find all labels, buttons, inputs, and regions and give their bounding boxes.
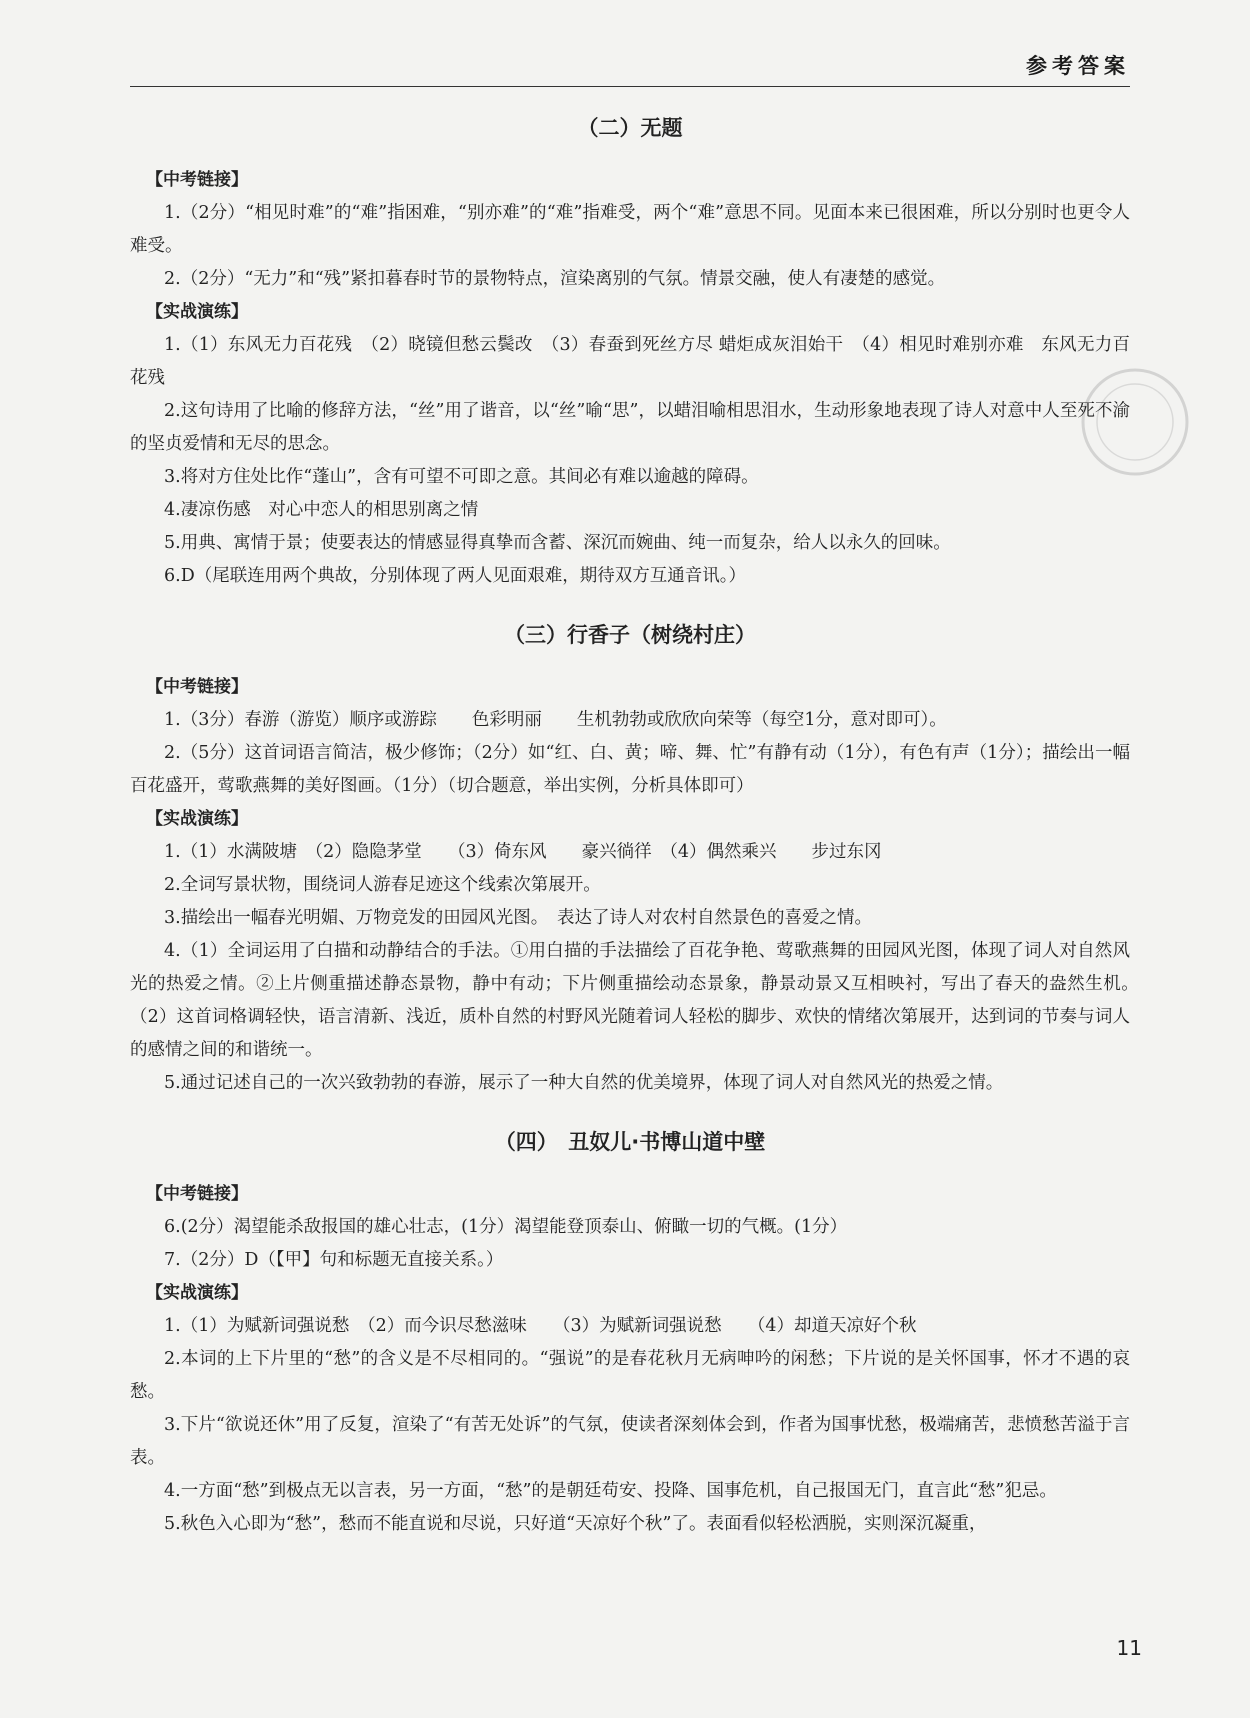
answer-section xyxy=(130,1122,1130,1541)
answer-paragraph: 1.（1）为赋新词强说愁 （2）而今识尽愁滋味 （3）为赋新词强说愁 （4）却道天凉好个秋 xyxy=(164,1316,917,1336)
subsection-heading: 【中考链接】 xyxy=(146,677,248,697)
answer-paragraph: 3.描绘出一幅春光明媚、万物竞发的田园风光图。 表达了诗人对农村自然景色的喜爱之情。 xyxy=(164,908,872,928)
sections-container xyxy=(130,108,1148,1541)
answer-section xyxy=(130,108,1130,593)
page-header xyxy=(130,48,1130,84)
answer-paragraph: 4.（1）全词运用了白描和动静结合的手法。①用白描的手法描绘了百花争艳、莺歌燕舞的田园风光图，体现了词人对自然风光的热爱之情。②上片侧重描述静态景物，静中有动；下片侧重描绘动态景象，静景动景又互相映衬，写出了春天的盎然生机。 （2）这首词格调轻快，语言清新、浅近，质朴自然的村野风光随着词人轻松的脚步、欢快的情绪次第展开，达到词的节奏与词人的感情之间的和谐统一。 xyxy=(130,941,1148,1060)
section-title: （四） 丑奴儿·书博山道中壁 xyxy=(494,1130,766,1154)
answer-paragraph: 4.凄凉伤感 对心中恋人的相思别离之情 xyxy=(164,500,479,520)
answer-paragraph: 5.用典、寓情于景；使要表达的情感显得真挚而含蓄、深沉而婉曲、纯一而复杂，给人以永久的回味。 xyxy=(164,533,951,553)
answer-paragraph: 1.（3分）春游（游览）顺序或游踪 色彩明丽 生机勃勃或欣欣向荣等（每空1分，意对即可）。 xyxy=(164,710,947,730)
answer-paragraph: 5.秋色入心即为“愁”，愁而不能直说和尽说，只好道“天凉好个秋”了。表面看似轻松洒脱，实则深沉凝重， xyxy=(164,1514,987,1534)
page-number: 11 xyxy=(1116,1636,1142,1660)
subsection-heading: 【实战演练】 xyxy=(146,1283,248,1303)
answer-paragraph: 2.（5分）这首词语言简洁，极少修饰；（2分）如“红、白、黄；啼、舞、忙”有静有动（1分），有色有声（1分）；描绘出一幅百花盛开，莺歌燕舞的美好图画。（1分）（切合题意，举出实例，分析具体即可） xyxy=(130,743,1130,796)
header-rule xyxy=(130,86,1130,87)
answer-paragraph: 4.一方面“愁”到极点无以言表，另一方面，“愁”的是朝廷苟安、投降、国事危机，自己报国无门，直言此“愁”犯忌。 xyxy=(164,1481,1057,1501)
subsection-heading: 【实战演练】 xyxy=(146,809,248,829)
answer-paragraph: 6.D（尾联连用两个典故，分别体现了两人见面艰难，期待双方互通音讯。） xyxy=(164,566,746,586)
section-title: （三）行香子（树绕村庄） xyxy=(504,623,756,647)
section-title: （二）无题 xyxy=(577,116,683,140)
subsection-heading: 【中考链接】 xyxy=(146,170,248,190)
answer-paragraph: 3.将对方住处比作“蓬山”，含有可望不可即之意。其间必有难以逾越的障碍。 xyxy=(164,467,759,487)
answer-paragraph: 1.（2分）“相见时难”的“难”指困难，“别亦难”的“难”指难受，两个“难”意思不同。见面本来已很困难，所以分别时也更令人难受。 xyxy=(130,203,1130,256)
answer-paragraph: 7.（2分）D（【甲】句和标题无直接关系。） xyxy=(164,1250,504,1270)
answer-paragraph: 6.(2分）渴望能杀敌报国的雄心壮志，(1分）渴望能登顶泰山、俯瞰一切的气概。(1分） xyxy=(164,1217,848,1237)
subsection-heading: 【实战演练】 xyxy=(146,302,248,322)
answer-paragraph: 3.下片“欲说还休”用了反复，渲染了“有苦无处诉”的气氛，使读者深刻体会到，作者为国事忧愁，极端痛苦，悲愤愁苦溢于言表。 xyxy=(130,1415,1130,1468)
answer-paragraph: 5.通过记述自己的一次兴致勃勃的春游，展示了一种大自然的优美境界，体现了词人对自然风光的热爱之情。 xyxy=(164,1073,1004,1093)
answer-paragraph: 1.（1）东风无力百花残 （2）晓镜但愁云鬓改 （3）春蚕到死丝方尽 蜡炬成灰泪始干 （4）相见时难别亦难 东风无力百花残 xyxy=(130,335,1130,388)
answer-paragraph: 2.（2分）“无力”和“残”紧扣暮春时节的景物特点，渲染离别的气氛。情景交融，使人有凄楚的感觉。 xyxy=(164,269,946,289)
answer-section xyxy=(130,615,1148,1100)
answer-content xyxy=(130,108,1148,1541)
header-title: 参考答案 xyxy=(1026,54,1130,78)
answer-paragraph: 1.（1）水满陂塘 （2）隐隐茅堂 （3）倚东风 豪兴徜徉 （4）偶然乘兴 步过东冈 xyxy=(164,842,882,862)
answer-paragraph: 2.本词的上下片里的“愁”的含义是不尽相同的。“强说”的是春花秋月无病呻吟的闲愁；下片说的是关怀国事，怀才不遇的哀愁。 xyxy=(130,1349,1130,1402)
answer-paragraph: 2.这句诗用了比喻的修辞方法，“丝”用了谐音，以“丝”喻“思”，以蜡泪喻相思泪水，生动形象地表现了诗人对意中人至死不渝的坚贞爱情和无尽的思念。 xyxy=(130,401,1130,454)
subsection-heading: 【中考链接】 xyxy=(146,1184,248,1204)
answer-paragraph: 2.全词写景状物，围绕词人游春足迹这个线索次第展开。 xyxy=(164,875,601,895)
